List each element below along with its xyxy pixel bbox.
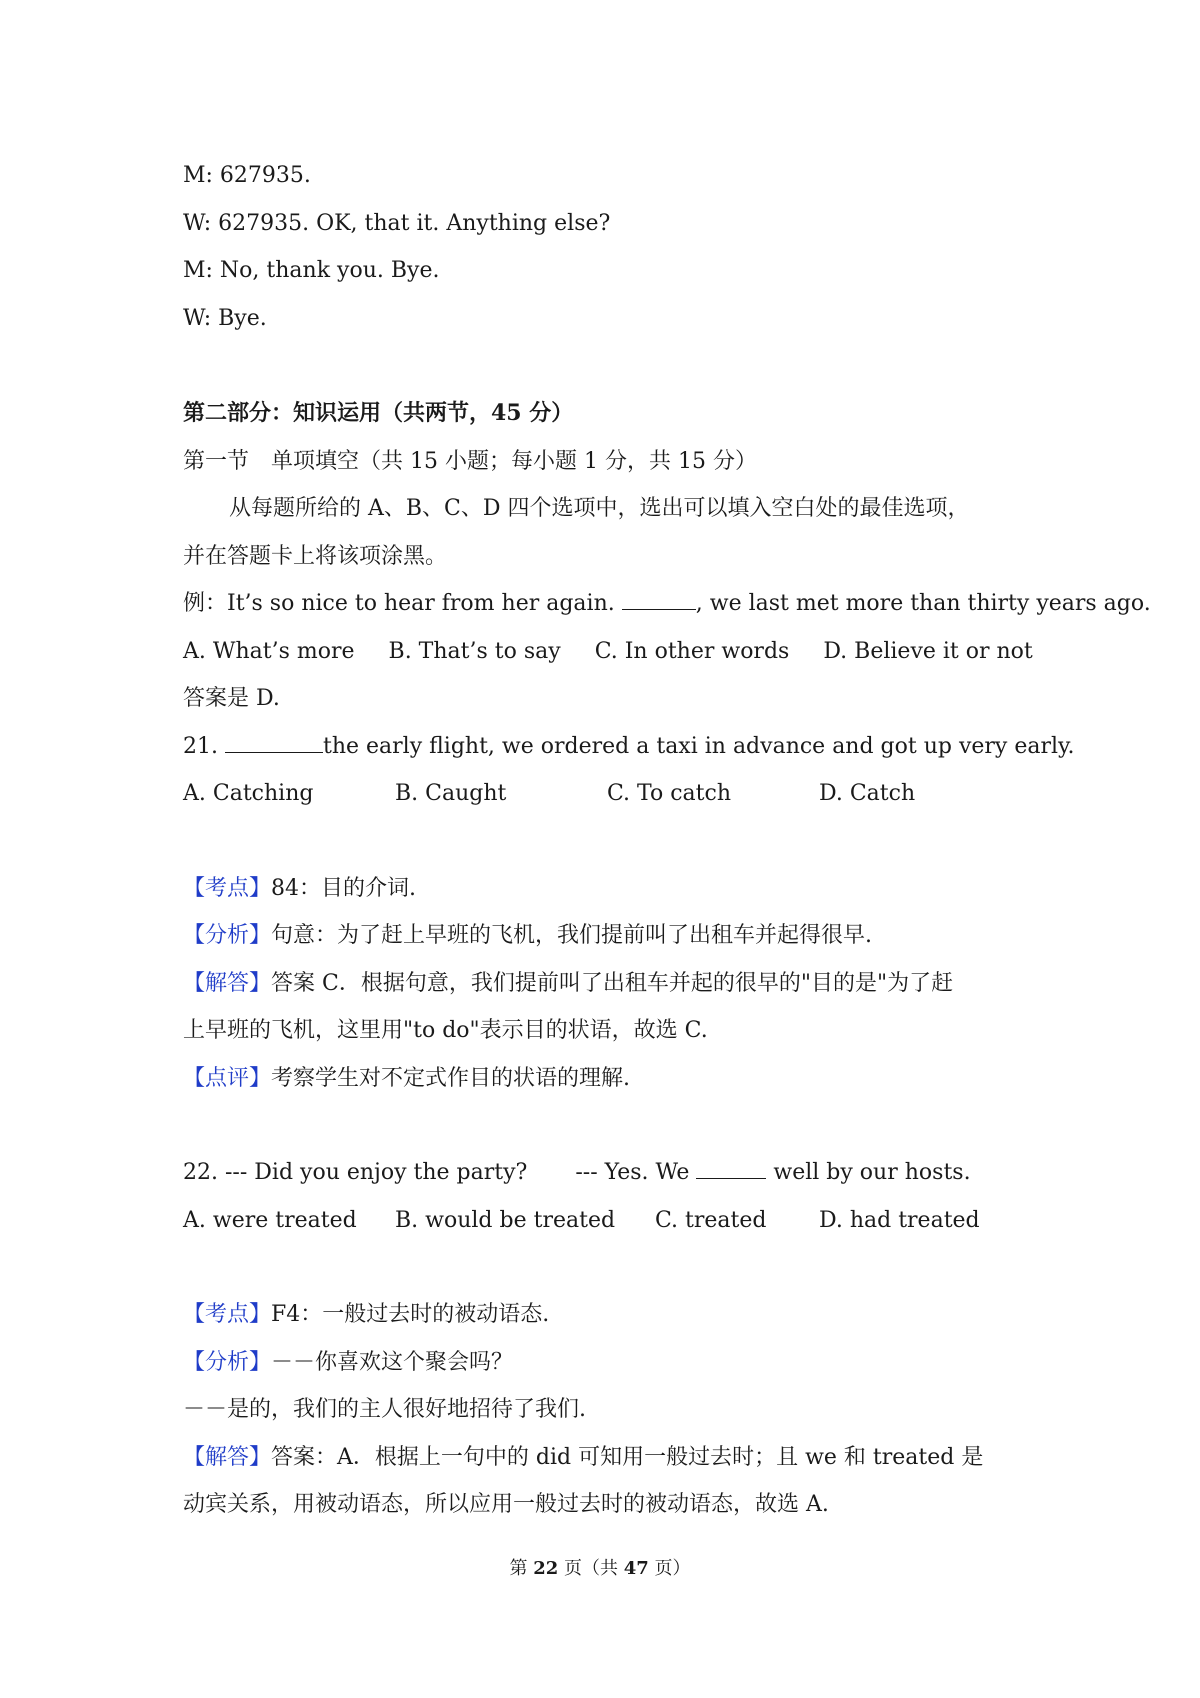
jieda-text: 答案：A．根据上一句中的 did 可知用一般过去时；且 we 和 treated 是 (271, 1444, 984, 1470)
option-a: A. Catching (183, 781, 314, 806)
jieda-tag: 【解答】 (183, 970, 272, 996)
question-stem-end: well by our hosts. (773, 1160, 971, 1185)
option-d: D. Believe it or not (823, 638, 1033, 664)
kaodian-line (183, 865, 1023, 913)
fenxi-line (183, 912, 1023, 960)
option-b: B. That’s to say (388, 638, 561, 664)
kaodian-text: F4：一般过去时的被动语态. (271, 1302, 550, 1327)
footer-middle: 页（共 (558, 1558, 624, 1579)
spacer (183, 818, 1023, 865)
kaodian-tag: 【考点】 (183, 1302, 272, 1327)
document-page (183, 152, 1151, 1529)
example-options (183, 628, 1033, 676)
option-b: B. would be treated (395, 1207, 616, 1233)
jieda-line (183, 960, 1023, 1008)
page-footer (0, 1554, 1200, 1580)
part-title: 第二部分：知识运用（共两节，45 分） (183, 400, 574, 426)
dialogue-line: W: Bye. (183, 305, 267, 331)
option-c: C. treated (655, 1207, 767, 1233)
answer-blank (225, 734, 323, 753)
option-d: D. Catch (819, 781, 916, 806)
fenxi-tag: 【分析】 (183, 1349, 272, 1375)
spacer (183, 342, 1023, 390)
question-21-options (183, 770, 1023, 818)
question-stem: the early flight, we ordered a taxi in advance and got up very early. (323, 733, 1075, 759)
dianping-line (183, 1055, 1023, 1103)
answer-blank (622, 591, 696, 610)
option-c: C. To catch (607, 781, 732, 806)
option-b: B. Caught (395, 781, 507, 806)
option-d: D. had treated (819, 1207, 980, 1233)
question-stem: 22. --- Did you enjoy the party? (183, 1160, 528, 1185)
answer-blank (696, 1160, 766, 1179)
kaodian-text: 84：目的介词. (271, 875, 417, 901)
example-stem-end: , we last met more than thirty years ago. (695, 591, 1151, 616)
fenxi-text: 句意：为了赶上早班的飞机，我们提前叫了出租车并起得很早. (271, 923, 873, 948)
spacer (183, 1244, 1023, 1291)
jieda-tag: 【解答】 (183, 1444, 272, 1470)
question-stem-reply: --- Yes. We (575, 1160, 690, 1185)
fenxi-text: －－你喜欢这个聚会吗？ (271, 1349, 514, 1375)
fenxi-tag: 【分析】 (183, 923, 272, 948)
option-c: C. In other words (594, 638, 790, 664)
dialogue-line: M: No, thank you. Bye. (183, 258, 440, 283)
question-22-options (183, 1197, 1023, 1245)
jieda-text: 答案 C．根据句意，我们提前叫了出租车并起的很早的"目的是"为了赶 (271, 970, 954, 996)
kaodian-tag: 【考点】 (183, 875, 272, 901)
current-page-number: 22 (533, 1558, 559, 1579)
dialogue-line: M: 627935. (183, 163, 311, 188)
kaodian-line (183, 1291, 1023, 1339)
question-22-stem (183, 1149, 1023, 1197)
spacer (183, 1102, 1023, 1149)
question-21-stem (183, 723, 1075, 771)
question-number: 21. (183, 733, 218, 759)
footer-suffix: 页） (648, 1558, 691, 1579)
section-title: 第一节 单项填空（共 15 小题；每小题 1 分，共 15 分） (183, 448, 757, 474)
option-a: A. What’s more (183, 638, 355, 664)
jieda-line (183, 1434, 1023, 1482)
instruction-text: 并在答题卡上将该项涂黑。 (183, 543, 448, 569)
dialogue-line: W: 627935. OK, that it. Anything else? (183, 210, 611, 236)
footer-prefix: 第 (509, 1558, 534, 1579)
total-page-count: 47 (623, 1558, 649, 1579)
fenxi-line (183, 1339, 1023, 1387)
example-stem: 例：It’s so nice to hear from her again. (183, 591, 615, 616)
example-answer: 答案是 D. (183, 686, 280, 711)
dianping-tag: 【点评】 (183, 1065, 272, 1091)
dianping-text: 考察学生对不定式作目的状语的理解. (271, 1065, 631, 1091)
example-question (183, 580, 1151, 628)
fenxi-line-continued: －－是的，我们的主人很好地招待了我们. (183, 1397, 586, 1422)
instruction-text: 从每题所给的 A、B、C、D 四个选项中，选出可以填入空白处的最佳选项， (229, 496, 970, 521)
jieda-line-continued: 上早班的飞机，这里用"to do"表示目的状语，故选 C. (183, 1018, 708, 1043)
option-a: A. were treated (183, 1207, 357, 1233)
jieda-line-continued: 动宾关系，用被动语态，所以应用一般过去时的被动语态，故选 A. (183, 1492, 829, 1517)
